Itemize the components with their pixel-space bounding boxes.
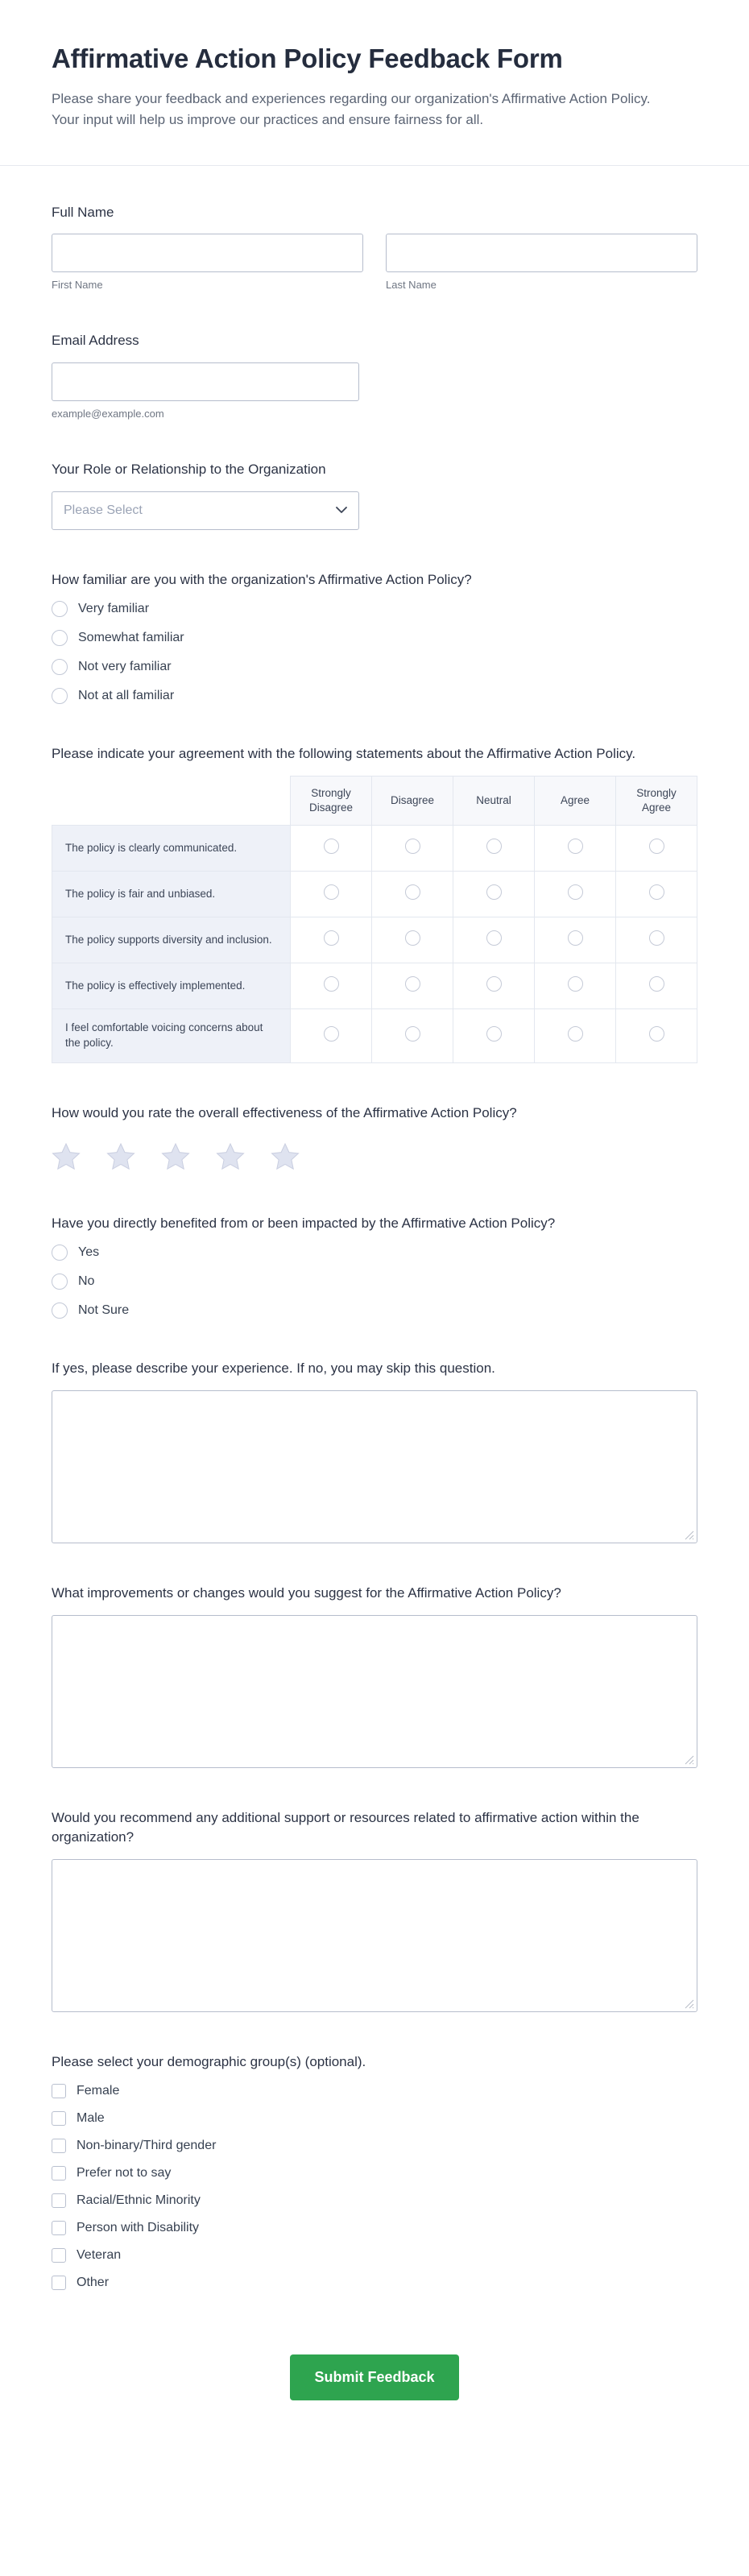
- radio-icon[interactable]: [52, 601, 68, 617]
- experience-textarea[interactable]: [52, 1390, 697, 1543]
- matrix-cell[interactable]: [616, 917, 697, 963]
- checkbox-icon[interactable]: [52, 2111, 66, 2126]
- option-label: Very familiar: [78, 602, 150, 616]
- matrix-cell[interactable]: [535, 963, 616, 1009]
- impact-option-2[interactable]: [52, 1302, 697, 1319]
- question-email: [52, 331, 697, 420]
- role-select[interactable]: [52, 491, 359, 530]
- question-experience: [52, 1359, 697, 1543]
- matrix-cell[interactable]: [453, 872, 535, 917]
- checkbox-icon[interactable]: [52, 2193, 66, 2208]
- option-label: Racial/Ethnic Minority: [77, 2193, 201, 2207]
- matrix-header-row: [52, 776, 697, 825]
- experience-textarea-wrap: [52, 1390, 697, 1543]
- resources-textarea[interactable]: [52, 1859, 697, 2012]
- option-label: Female: [77, 2083, 120, 2098]
- role-label: Your Role or Relationship to the Organization: [52, 461, 326, 477]
- star-icon[interactable]: [106, 1143, 135, 1170]
- resources-label: Would you recommend any additional support or resources related to affirmative action within the organization?: [52, 1809, 639, 1845]
- first-name-sublabel: First Name: [52, 279, 103, 292]
- radio-icon[interactable]: [649, 976, 664, 992]
- radio-icon[interactable]: [649, 839, 664, 854]
- improvements-textarea-wrap: [52, 1615, 697, 1768]
- radio-icon[interactable]: [405, 839, 420, 854]
- radio-icon[interactable]: [486, 1026, 502, 1042]
- demographics-option-7[interactable]: [52, 2276, 697, 2290]
- form-header: [0, 0, 749, 165]
- matrix-column-header: Strongly Disagree: [291, 776, 372, 825]
- matrix-cell[interactable]: [453, 1009, 535, 1063]
- option-label: Not very familiar: [78, 660, 172, 674]
- star-icon[interactable]: [161, 1143, 190, 1170]
- option-label: Non-binary/Third gender: [77, 2138, 217, 2152]
- demographics-label: Please select your demographic group(s) (optional).: [52, 2053, 366, 2069]
- checkbox-icon[interactable]: [52, 2221, 66, 2235]
- familiarity-label: How familiar are you with the organization's Affirmative Action Policy?: [52, 571, 472, 587]
- last-name-sublabel: Last Name: [386, 279, 437, 292]
- email-input[interactable]: [52, 362, 359, 401]
- radio-icon[interactable]: [52, 1245, 68, 1261]
- radio-icon[interactable]: [324, 1026, 339, 1042]
- radio-icon[interactable]: [486, 884, 502, 900]
- star-icon[interactable]: [52, 1143, 81, 1170]
- familiarity-option-0[interactable]: [52, 601, 697, 617]
- option-label: Male: [77, 2110, 105, 2125]
- matrix-column-header: Neutral: [453, 776, 535, 825]
- option-label: Yes: [78, 1245, 100, 1260]
- form-body: [0, 166, 749, 2458]
- demographics-option-0[interactable]: [52, 2084, 697, 2098]
- submit-button[interactable]: Submit Feedback: [290, 2354, 458, 2400]
- rating-label: How would you rate the overall effectiveness of the Affirmative Action Policy?: [52, 1105, 517, 1121]
- demographics-option-2[interactable]: [52, 2139, 697, 2153]
- matrix-cell[interactable]: [372, 872, 453, 917]
- question-demographics: [52, 2052, 697, 2290]
- matrix-row: [52, 917, 697, 963]
- matrix-cell[interactable]: [291, 1009, 372, 1063]
- matrix-cell[interactable]: [453, 826, 535, 872]
- form-description: Please share your feedback and experiences regarding our organization's Affirmative Action Policy. Your input will help us improve our practices and ensure fairness for all.: [52, 91, 651, 128]
- question-familiarity: [52, 570, 697, 705]
- matrix-cell[interactable]: [291, 872, 372, 917]
- email-label: Email Address: [52, 333, 139, 349]
- matrix-corner-cell: [52, 776, 291, 825]
- radio-icon[interactable]: [649, 884, 664, 900]
- question-resources: [52, 1808, 697, 2012]
- matrix-cell[interactable]: [372, 1009, 453, 1063]
- matrix-cell[interactable]: [291, 963, 372, 1009]
- radio-icon[interactable]: [52, 1274, 68, 1290]
- matrix-cell[interactable]: [535, 872, 616, 917]
- matrix-column-header: Strongly Agree: [616, 776, 697, 825]
- matrix-cell[interactable]: [535, 826, 616, 872]
- demographics-option-3[interactable]: [52, 2166, 697, 2180]
- checkbox-icon[interactable]: [52, 2166, 66, 2180]
- impact-label: Have you directly benefited from or been impacted by the Affirmative Action Policy?: [52, 1215, 556, 1231]
- demographics-option-1[interactable]: [52, 2111, 697, 2126]
- demographics-option-6[interactable]: [52, 2248, 697, 2263]
- name-row: [52, 234, 697, 291]
- matrix-row: [52, 963, 697, 1009]
- option-label: Veteran: [77, 2247, 122, 2262]
- radio-icon[interactable]: [486, 976, 502, 992]
- matrix-cell[interactable]: [372, 963, 453, 1009]
- radio-icon[interactable]: [568, 930, 583, 946]
- question-matrix: [52, 744, 697, 1063]
- radio-icon[interactable]: [52, 659, 68, 675]
- role-select-placeholder: Please Select: [64, 503, 143, 517]
- matrix-column-header: Agree: [535, 776, 616, 825]
- improvements-textarea[interactable]: [52, 1615, 697, 1768]
- matrix-row: [52, 826, 697, 872]
- impact-option-1[interactable]: [52, 1274, 697, 1290]
- matrix-row: [52, 1009, 697, 1063]
- matrix-column-header: Disagree: [372, 776, 453, 825]
- radio-icon[interactable]: [324, 884, 339, 900]
- experience-label: If yes, please describe your experience. If no, you may skip this question.: [52, 1360, 495, 1377]
- star-icon[interactable]: [271, 1143, 300, 1170]
- familiarity-option-2[interactable]: [52, 659, 697, 675]
- page-title: Affirmative Action Policy Feedback Form: [52, 43, 563, 73]
- checkbox-icon[interactable]: [52, 2276, 66, 2290]
- radio-icon[interactable]: [324, 976, 339, 992]
- matrix-cell[interactable]: [453, 917, 535, 963]
- matrix-cell[interactable]: [453, 963, 535, 1009]
- radio-icon[interactable]: [568, 884, 583, 900]
- checkbox-icon[interactable]: [52, 2248, 66, 2263]
- radio-icon[interactable]: [52, 1302, 68, 1319]
- checkbox-icon[interactable]: [52, 2084, 66, 2098]
- question-full-name: [52, 203, 697, 292]
- radio-icon[interactable]: [568, 839, 583, 854]
- matrix-row: [52, 872, 697, 917]
- matrix-label: Please indicate your agreement with the following statements about the Affirmative Action Policy.: [52, 746, 636, 762]
- familiarity-option-3[interactable]: [52, 688, 697, 704]
- matrix-cell[interactable]: [372, 826, 453, 872]
- matrix-row-label: The policy supports diversity and inclusion.: [52, 917, 291, 963]
- first-name-input[interactable]: [52, 234, 363, 272]
- demographics-option-4[interactable]: [52, 2193, 697, 2208]
- matrix-cell[interactable]: [616, 1009, 697, 1063]
- matrix-cell[interactable]: [291, 826, 372, 872]
- matrix-cell[interactable]: [291, 917, 372, 963]
- radio-icon[interactable]: [486, 839, 502, 854]
- email-sublabel: example@example.com: [52, 407, 164, 420]
- question-improvements: [52, 1584, 697, 1768]
- demographics-option-5[interactable]: [52, 2221, 697, 2235]
- matrix-row-label: I feel comfortable voicing concerns about the policy.: [52, 1009, 291, 1063]
- matrix-cell[interactable]: [535, 1009, 616, 1063]
- matrix-cell[interactable]: [535, 917, 616, 963]
- question-rating: [52, 1104, 697, 1174]
- submit-row: [52, 2330, 697, 2458]
- chevron-down-icon: [336, 507, 347, 514]
- option-label: Not at all familiar: [78, 689, 175, 703]
- last-name-col: [386, 234, 697, 291]
- radio-icon[interactable]: [568, 976, 583, 992]
- radio-icon[interactable]: [52, 688, 68, 704]
- matrix-table: [52, 776, 697, 1063]
- question-role: [52, 460, 697, 530]
- radio-icon[interactable]: [324, 839, 339, 854]
- star-icon[interactable]: [216, 1143, 245, 1170]
- impact-option-0[interactable]: [52, 1245, 697, 1261]
- checkbox-icon[interactable]: [52, 2139, 66, 2153]
- option-label: Other: [77, 2275, 110, 2289]
- radio-icon[interactable]: [568, 1026, 583, 1042]
- familiarity-option-1[interactable]: [52, 630, 697, 646]
- last-name-input[interactable]: [386, 234, 697, 272]
- matrix-cell[interactable]: [372, 917, 453, 963]
- matrix-row-label: The policy is fair and unbiased.: [52, 872, 291, 917]
- matrix-row-label: The policy is effectively implemented.: [52, 963, 291, 1009]
- radio-icon[interactable]: [405, 976, 420, 992]
- matrix-cell[interactable]: [616, 963, 697, 1009]
- first-name-col: [52, 234, 363, 291]
- radio-icon[interactable]: [405, 930, 420, 946]
- resources-textarea-wrap: [52, 1859, 697, 2012]
- option-label: Somewhat familiar: [78, 631, 184, 645]
- star-rating: [52, 1135, 697, 1174]
- question-impact: [52, 1214, 697, 1319]
- full-name-label: Full Name: [52, 204, 114, 220]
- option-label: No: [78, 1274, 95, 1289]
- radio-icon[interactable]: [324, 930, 339, 946]
- matrix-row-label: The policy is clearly communicated.: [52, 826, 291, 872]
- radio-icon[interactable]: [405, 884, 420, 900]
- option-label: Person with Disability: [77, 2220, 200, 2234]
- improvements-label: What improvements or changes would you suggest for the Affirmative Action Policy?: [52, 1585, 561, 1601]
- matrix-cell[interactable]: [616, 826, 697, 872]
- radio-icon[interactable]: [405, 1026, 420, 1042]
- radio-icon[interactable]: [52, 630, 68, 646]
- radio-icon[interactable]: [649, 930, 664, 946]
- radio-icon[interactable]: [486, 930, 502, 946]
- option-label: Not Sure: [78, 1303, 130, 1318]
- option-label: Prefer not to say: [77, 2165, 172, 2180]
- matrix-cell[interactable]: [616, 872, 697, 917]
- radio-icon[interactable]: [649, 1026, 664, 1042]
